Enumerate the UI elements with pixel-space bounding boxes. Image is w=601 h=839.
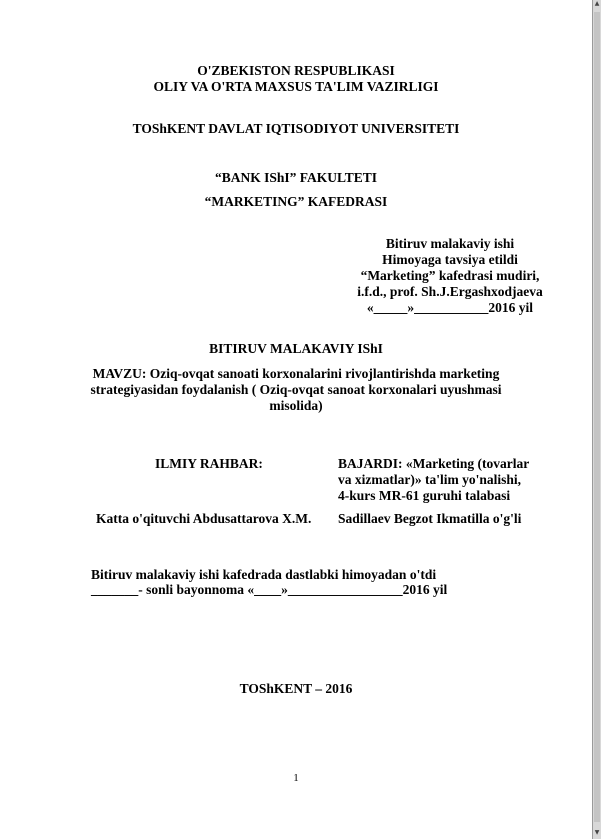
defense-line: Bitiruv malakaviy ishi kafedrada dastlabki himoyadan o'tdi xyxy=(91,567,437,582)
approval-line: Bitiruv malakaviy ishi xyxy=(385,236,515,251)
approval-line: Himoyaga tavsiya etildi xyxy=(382,252,518,267)
republic-heading: O'ZBEKISTON RESPUBLIKASI xyxy=(197,63,395,78)
page-number: 1 xyxy=(293,772,299,784)
department-heading: “MARKETING” KAFEDRASI xyxy=(204,194,388,209)
university-heading: TOShKENT DAVLAT IQTISODIYOT UNIVERSITETI xyxy=(132,121,460,136)
defense-line: _______- sonli bayonnoma «____»_________________2016 yil xyxy=(91,582,448,597)
faculty-heading: “BANK IShI” FAKULTETI xyxy=(214,170,378,185)
ministry-heading: OLIY VA O'RTA MAXSUS TA'LIM VAZIRLIGI xyxy=(153,79,439,94)
supervisor-name: Katta o'qituvchi Abdusattarova X.M. xyxy=(96,511,312,526)
topic-line: strategiyasidan foydalanish ( Oziq-ovqat sanoat korxonalari uyushmasi xyxy=(90,382,502,397)
author-name: Sadillaev Begzot Ikmatilla o'g'li xyxy=(338,511,522,526)
author-line: BAJARDI: «Marketing (tovarlar xyxy=(338,456,530,471)
supervisor-heading: ILMIY RAHBAR: xyxy=(155,456,263,471)
scroll-down-icon[interactable]: ▼ xyxy=(594,829,600,836)
author-line: 4-kurs MR-61 guruhi talabasi xyxy=(338,488,511,503)
approval-date-line: «_____»___________2016 yil xyxy=(366,300,534,315)
approval-line: i.f.d., prof. Sh.J.Ergashxodjaeva xyxy=(357,284,543,299)
scroll-up-icon[interactable]: ▲ xyxy=(594,0,600,7)
topic-line: MAVZU: Oziq-ovqat sanoati korxonalarini rivojlantirishda marketing xyxy=(92,366,500,381)
scroll-thumb[interactable] xyxy=(594,12,600,822)
topic-line: misolida) xyxy=(269,398,323,413)
author-line: va xizmatlar)» ta'lim yo'nalishi, xyxy=(338,472,521,487)
vertical-scrollbar[interactable] xyxy=(592,0,601,839)
work-title: BITIRUV MALAKAVIY IShI xyxy=(209,341,383,356)
approval-line: “Marketing” kafedrasi mudiri, xyxy=(360,268,540,283)
city-year: TOShKENT – 2016 xyxy=(239,681,353,696)
